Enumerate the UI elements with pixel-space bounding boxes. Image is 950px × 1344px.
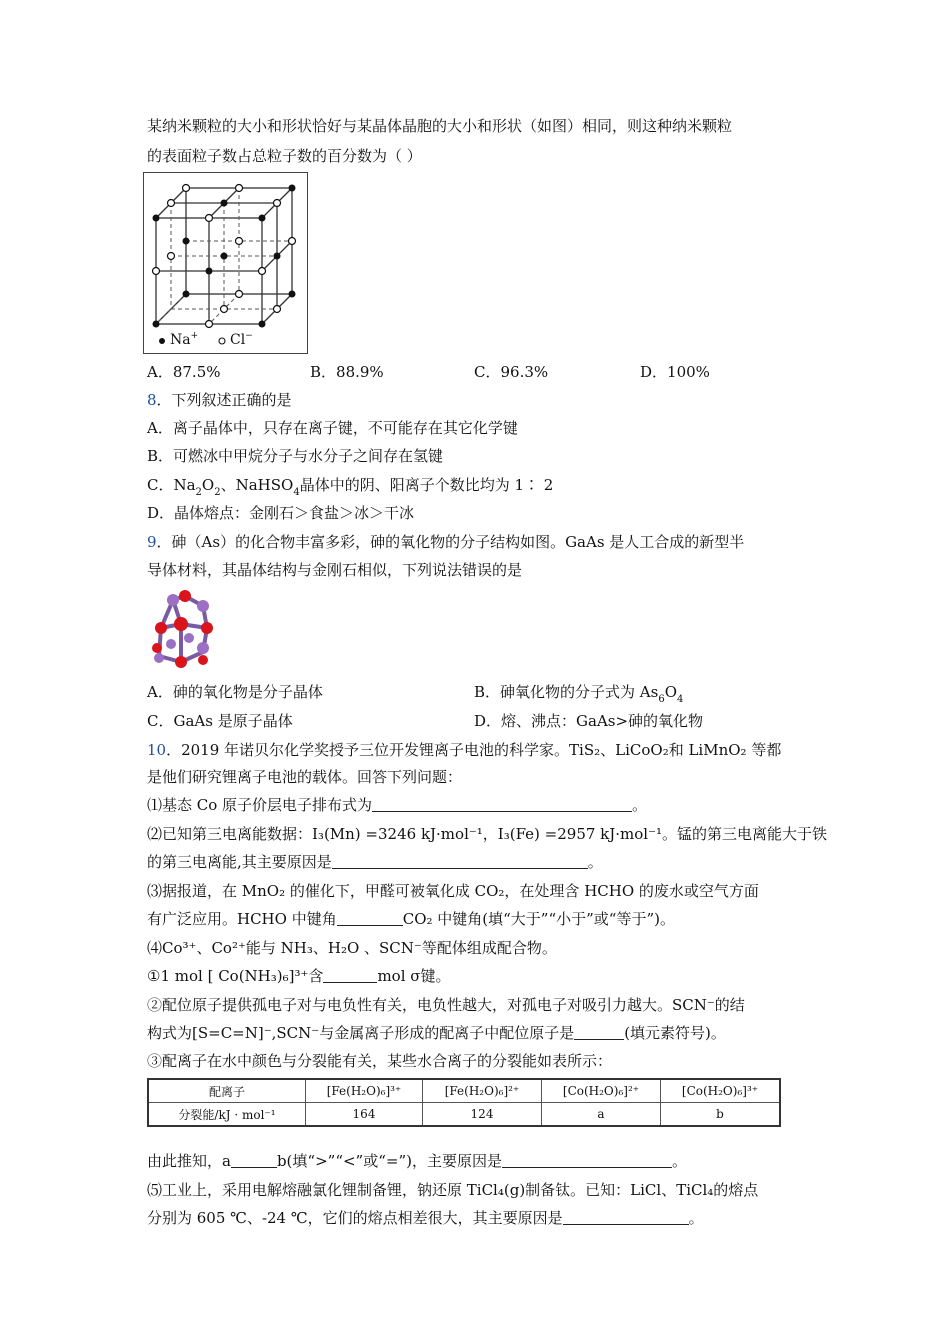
- q8-option-c: C．$Na_2O_2$、NaHSO$_4$晶体中的阴、阳离子个数比均为 1∶ 2: [147, 476, 554, 498]
- q8-option-b: B．可燃冰中甲烷分子与水分子之间存在氢键: [147, 447, 444, 465]
- q10-part2-line1: ⑵已知第三电离能数据：I₃(Mn) =3246 kJ·mol⁻¹，I₃(Fe) =2957 kJ·mol⁻¹。锰的第三电离能大于铁: [147, 825, 828, 843]
- answer-blank-4[interactable]: [323, 968, 377, 983]
- table-header-cell: [Fe(H₂O)₆]³⁺: [306, 1079, 423, 1103]
- arsenic-oxide-molecule-figure: [145, 588, 229, 672]
- table-header-cell: [Co(H₂O)₆]²⁺: [542, 1079, 661, 1103]
- na-ion-legend-dot: [159, 338, 165, 344]
- answer-blank-8[interactable]: [563, 1210, 689, 1225]
- table-cell: b: [661, 1103, 781, 1127]
- q10-part1: ⑴基态 Co 原子价层电子排布式为 。: [147, 796, 648, 814]
- q10-part4: ⑷Co³⁺、Co²⁺能与 NH₃、H₂O 、SCN⁻等配体组成配合物。: [147, 939, 557, 957]
- table-header-cell: [Co(H₂O)₆]³⁺: [661, 1079, 781, 1103]
- answer-blank-7[interactable]: [502, 1153, 672, 1168]
- table-row: [148, 1103, 780, 1127]
- answer-blank-2[interactable]: [332, 854, 588, 869]
- q9-option-c: C．GaAs 是原子晶体: [147, 712, 293, 730]
- q10-number: 10: [147, 741, 167, 759]
- q10-part2-line2: 的第三电离能,其主要原因是 。: [147, 853, 603, 871]
- answer-blank-5[interactable]: [574, 1025, 624, 1040]
- q8-stem: 8．下列叙述正确的是: [147, 391, 292, 409]
- q8-option-d: D．晶体熔点：金刚石＞食盐＞冰＞干冰: [147, 504, 415, 522]
- table-cell: 164: [306, 1103, 423, 1127]
- q10-part4-q1: ①1 mol [ Co(NH₃)₆]³⁺含 mol σ键。: [147, 967, 451, 985]
- q10-part5-line1: ⑸工业上，采用电解熔融氯化锂制备锂，钠还原 TiCl₄(g)制备钛。已知：LiCl、TiCl₄的熔点: [147, 1181, 759, 1199]
- table-header-cell: 配离子: [148, 1079, 306, 1103]
- q8-number: 8: [147, 391, 157, 409]
- splitting-energy-table: [147, 1078, 781, 1127]
- q10-part4-q2-line1: ②配位原子提供孤电子对与电负性有关，电负性越大，对孤电子对吸引力越大。SCN⁻的结: [147, 996, 745, 1014]
- table-header-row: [148, 1079, 780, 1103]
- q10-part4-inference: 由此推知，a b(填“>”“<”或“=”)，主要原因是 。: [147, 1152, 687, 1170]
- table-cell: 124: [423, 1103, 542, 1127]
- q10-line1: 10．2019 年诺贝尔化学奖授予三位开发锂离子电池的科学家。TiS₂、LiCoO₂和 LiMnO₂ 等都: [147, 741, 782, 759]
- q9-stem-line1: 9．砷（As）的化合物丰富多彩，砷的氧化物的分子结构如图。GaAs 是人工合成的新型半: [147, 533, 745, 551]
- q7-option-d: D．100%: [640, 363, 710, 381]
- answer-blank-1[interactable]: [372, 797, 632, 812]
- table-header-cell: [Fe(H₂O)₆]²⁺: [423, 1079, 542, 1103]
- q7-option-a: A．87.5%: [147, 363, 221, 381]
- table-cell: a: [542, 1103, 661, 1127]
- q10-part3-line1: ⑶据报道，在 MnO₂ 的催化下，甲醛可被氧化成 CO₂，在处理含 HCHO 的废水或空气方面: [147, 882, 759, 900]
- q9-option-a: A．砷的氧化物是分子晶体: [147, 683, 323, 701]
- q9-number: 9: [147, 533, 157, 551]
- answer-blank-3[interactable]: [337, 911, 403, 926]
- q9-option-b: B．砷氧化物的分子式为 $As_6O_4$: [474, 683, 684, 705]
- na-ion-legend: Na+: [170, 331, 199, 348]
- q8-option-a: A．离子晶体中，只存在离子键，不可能存在其它化学键: [147, 419, 518, 437]
- cl-ion-legend-dot: [219, 338, 225, 344]
- q7-stem-line1: 某纳米颗粒的大小和形状恰好与某晶体晶胞的大小和形状（如图）相同，则这种纳米颗粒: [147, 117, 733, 135]
- q10-part4-q3: ③配离子在水中颜色与分裂能有关，某些水合离子的分裂能如表所示：: [147, 1052, 613, 1070]
- q10-line2: 是他们研究锂离子电池的载体。回答下列问题：: [147, 768, 463, 786]
- q7-option-c: C．96.3%: [474, 363, 549, 381]
- table-cell: 分裂能/kJ · mol⁻¹: [148, 1103, 306, 1127]
- q10-part5-line2: 分别为 605 ℃、-24 ℃，它们的熔点相差很大，其主要原因是 。: [147, 1209, 704, 1227]
- nacl-cube-diagram: [144, 173, 307, 353]
- q9-option-d: D．熔、沸点：GaAs>砷的氧化物: [474, 712, 704, 730]
- q10-part4-q2-line2: 构式为[S=C=N]⁻,SCN⁻与金属离子形成的配离子中配位原子是 (填元素符号)。: [147, 1024, 726, 1042]
- q10-part3-line2: 有广泛应用。HCHO 中键角 CO₂ 中键角(填“大于”“小于”或“等于”)。: [147, 910, 675, 928]
- q9-stem-line2: 导体材料，其晶体结构与金刚石相似，下列说法错误的是: [147, 561, 523, 579]
- nacl-unit-cell-figure: [143, 172, 308, 354]
- answer-blank-6[interactable]: [231, 1153, 277, 1168]
- cl-ion-legend: Cl−: [230, 331, 253, 348]
- q7-option-b: B．88.9%: [310, 363, 384, 381]
- q7-stem-line2: 的表面粒子数占总粒子数的百分数为（ ）: [147, 147, 422, 165]
